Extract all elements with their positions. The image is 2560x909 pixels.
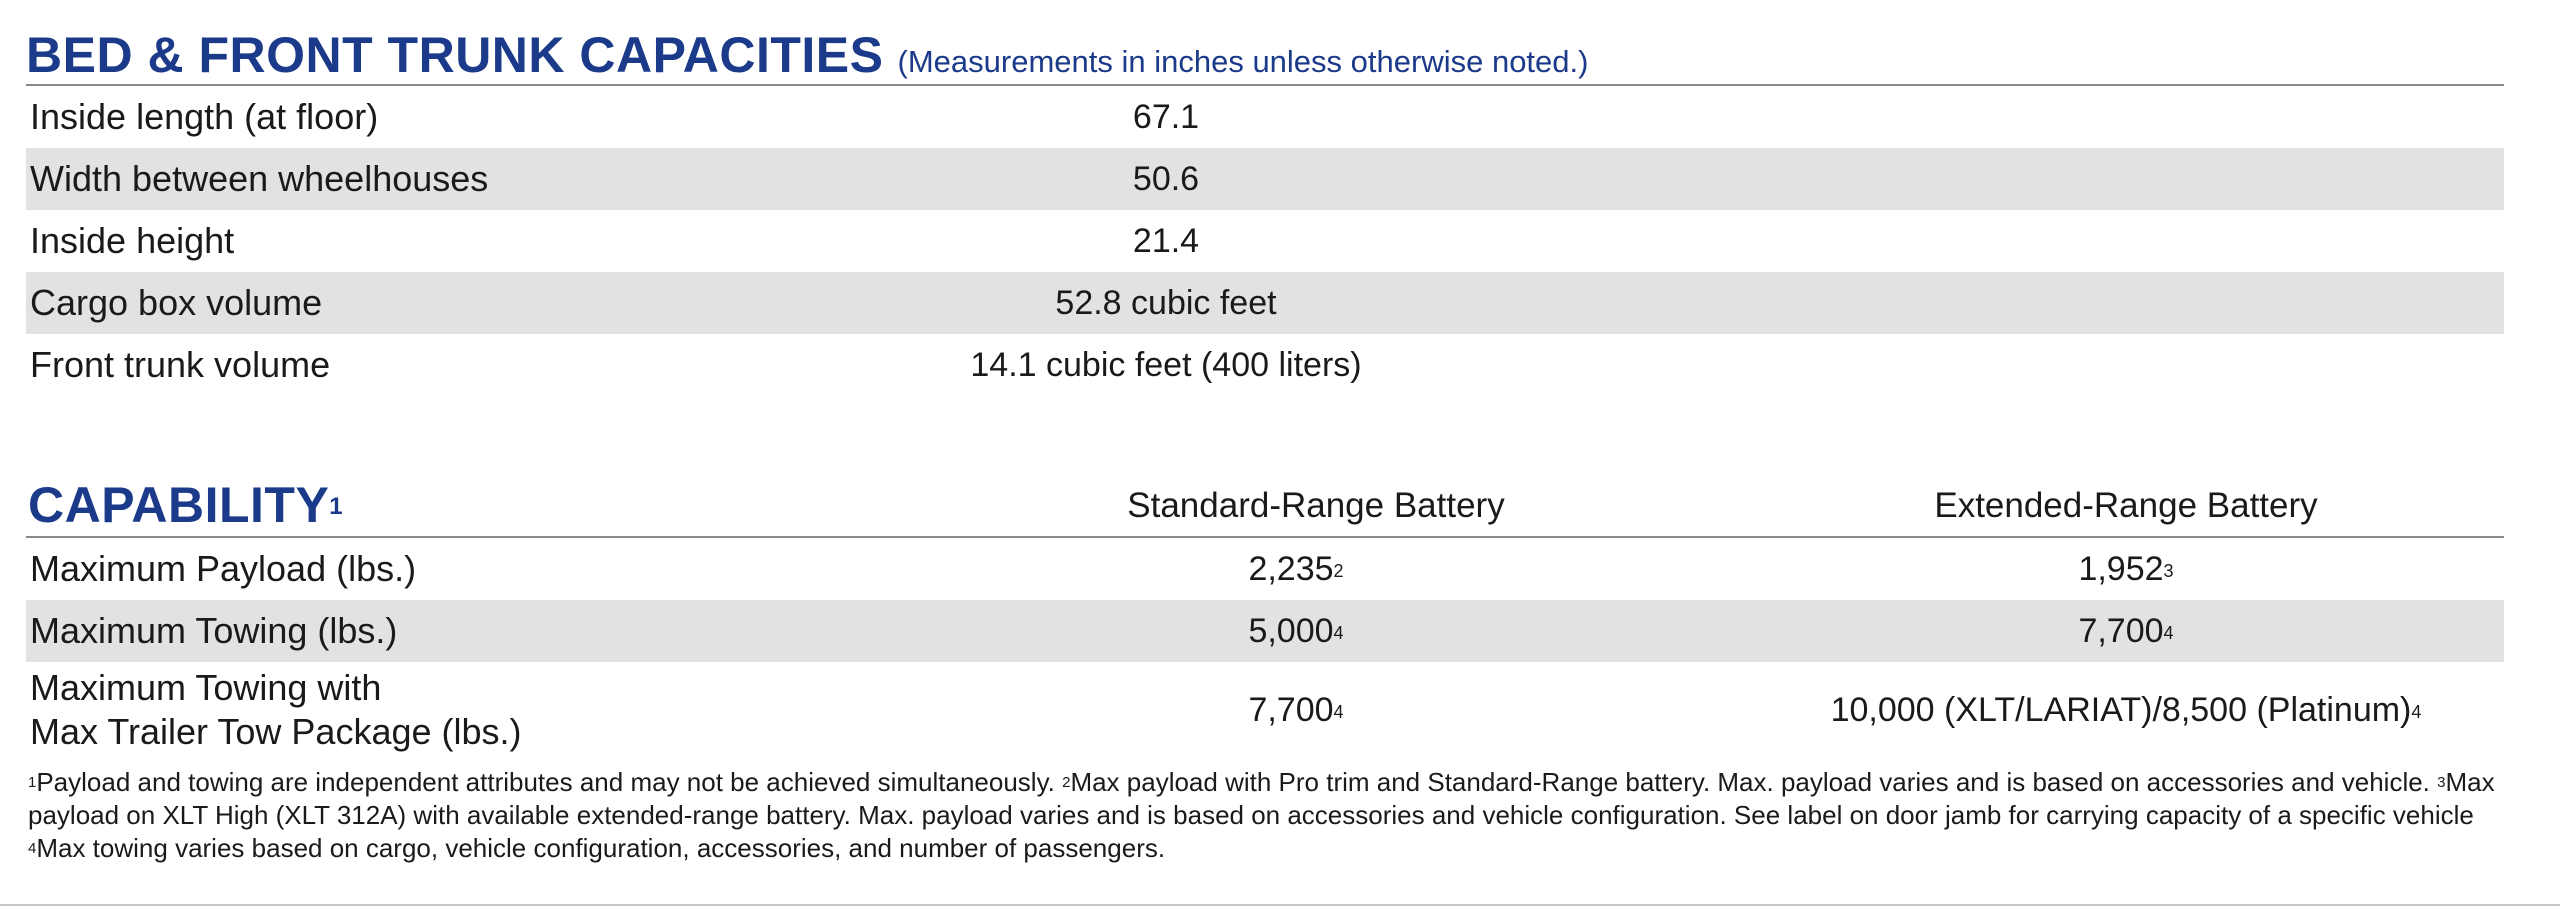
capability-section-header xyxy=(26,460,2504,538)
footnote-text: Max payload on XLT High (XLT 312A) with available extended-range battery. Max. payload varies and is based on accessories and vehicle configuration. See label on door jamb for carrying capacity of a specific vehicle xyxy=(28,767,2495,830)
table-row xyxy=(26,210,2504,272)
capability-table xyxy=(26,538,2504,758)
bed-section-title: BED & FRONT TRUNK CAPACITIES xyxy=(26,27,884,83)
standard-range-value xyxy=(896,600,1696,662)
row-value: 14.1 cubic feet (400 liters) xyxy=(970,345,1362,384)
extended-range-value xyxy=(1626,538,2560,600)
footnote-marker: 4 xyxy=(2411,701,2422,722)
footnote-text: Payload and towing are independent attributes and may not be achieved simultaneously. xyxy=(36,767,1063,797)
value-text: 10,000 (XLT/LARIAT)/8,500 (Platinum) xyxy=(1830,690,2412,729)
table-row xyxy=(26,662,2504,758)
measurement-note: (Measurements in inches unless otherwise noted.) xyxy=(897,44,1589,79)
bed-section-header xyxy=(26,0,2504,86)
row-value: 52.8 cubic feet xyxy=(1055,283,1277,322)
value-text: 7,700 xyxy=(1248,690,1334,729)
table-row xyxy=(26,148,2504,210)
row-value: 67.1 xyxy=(1132,97,1200,136)
footnote-marker: 2 xyxy=(1333,560,1344,581)
section-spacer xyxy=(26,396,2504,460)
row-label: Maximum Towing (lbs.) xyxy=(30,610,398,651)
bottom-divider xyxy=(0,904,2560,906)
row-label: Width between wheelhouses xyxy=(30,158,489,199)
table-row xyxy=(26,86,2504,148)
column-header-extended-range: Extended-Range Battery xyxy=(1934,486,2318,525)
table-row xyxy=(26,334,2504,396)
footnote-marker: 4 xyxy=(1333,701,1344,722)
row-value: 50.6 xyxy=(1132,159,1200,198)
footnote-marker: 4 xyxy=(1333,622,1344,643)
table-row xyxy=(26,538,2504,600)
capability-title-text: CAPABILITY xyxy=(28,477,330,533)
row-label xyxy=(30,662,522,758)
bed-table xyxy=(26,86,2504,396)
row-value: 21.4 xyxy=(1132,221,1200,260)
footnote-marker: 3 xyxy=(2163,560,2174,581)
row-label: Inside length (at floor) xyxy=(30,96,379,137)
value-text: 1,952 xyxy=(2078,549,2164,588)
row-label-line: Max Trailer Tow Package (lbs.) xyxy=(30,711,522,752)
extended-range-value xyxy=(1626,662,2560,758)
footnotes xyxy=(26,766,2498,865)
value-text: 7,700 xyxy=(2078,611,2164,650)
footnote-marker: 2 xyxy=(1062,774,1071,791)
row-label: Cargo box volume xyxy=(30,282,323,323)
spec-sheet xyxy=(26,0,2504,865)
footnote-text: Max towing varies based on cargo, vehicle configuration, accessories, and number of passengers. xyxy=(36,833,1166,863)
standard-range-value xyxy=(896,538,1696,600)
table-row xyxy=(26,272,2504,334)
footnote-marker: 4 xyxy=(28,840,37,857)
footnote-marker: 1 xyxy=(329,493,344,520)
value-text: 2,235 xyxy=(1248,549,1334,588)
table-row xyxy=(26,600,2504,662)
row-label: Inside height xyxy=(30,220,235,261)
extended-range-value xyxy=(1626,600,2560,662)
footnote-marker: 3 xyxy=(2437,774,2446,791)
row-label: Maximum Payload (lbs.) xyxy=(30,548,417,589)
footnote-marker: 1 xyxy=(28,774,37,791)
footnote-text: Max payload with Pro trim and Standard-Range battery. Max. payload varies and is based on accessories and vehicle. xyxy=(1070,767,2438,797)
capability-section-title xyxy=(28,478,343,532)
standard-range-value xyxy=(896,662,1696,758)
column-header-standard-range: Standard-Range Battery xyxy=(1127,486,1505,525)
value-text: 5,000 xyxy=(1248,611,1334,650)
row-label: Front trunk volume xyxy=(30,344,331,385)
footnote-marker: 4 xyxy=(2163,622,2174,643)
row-label-line: Maximum Towing with xyxy=(30,667,382,708)
